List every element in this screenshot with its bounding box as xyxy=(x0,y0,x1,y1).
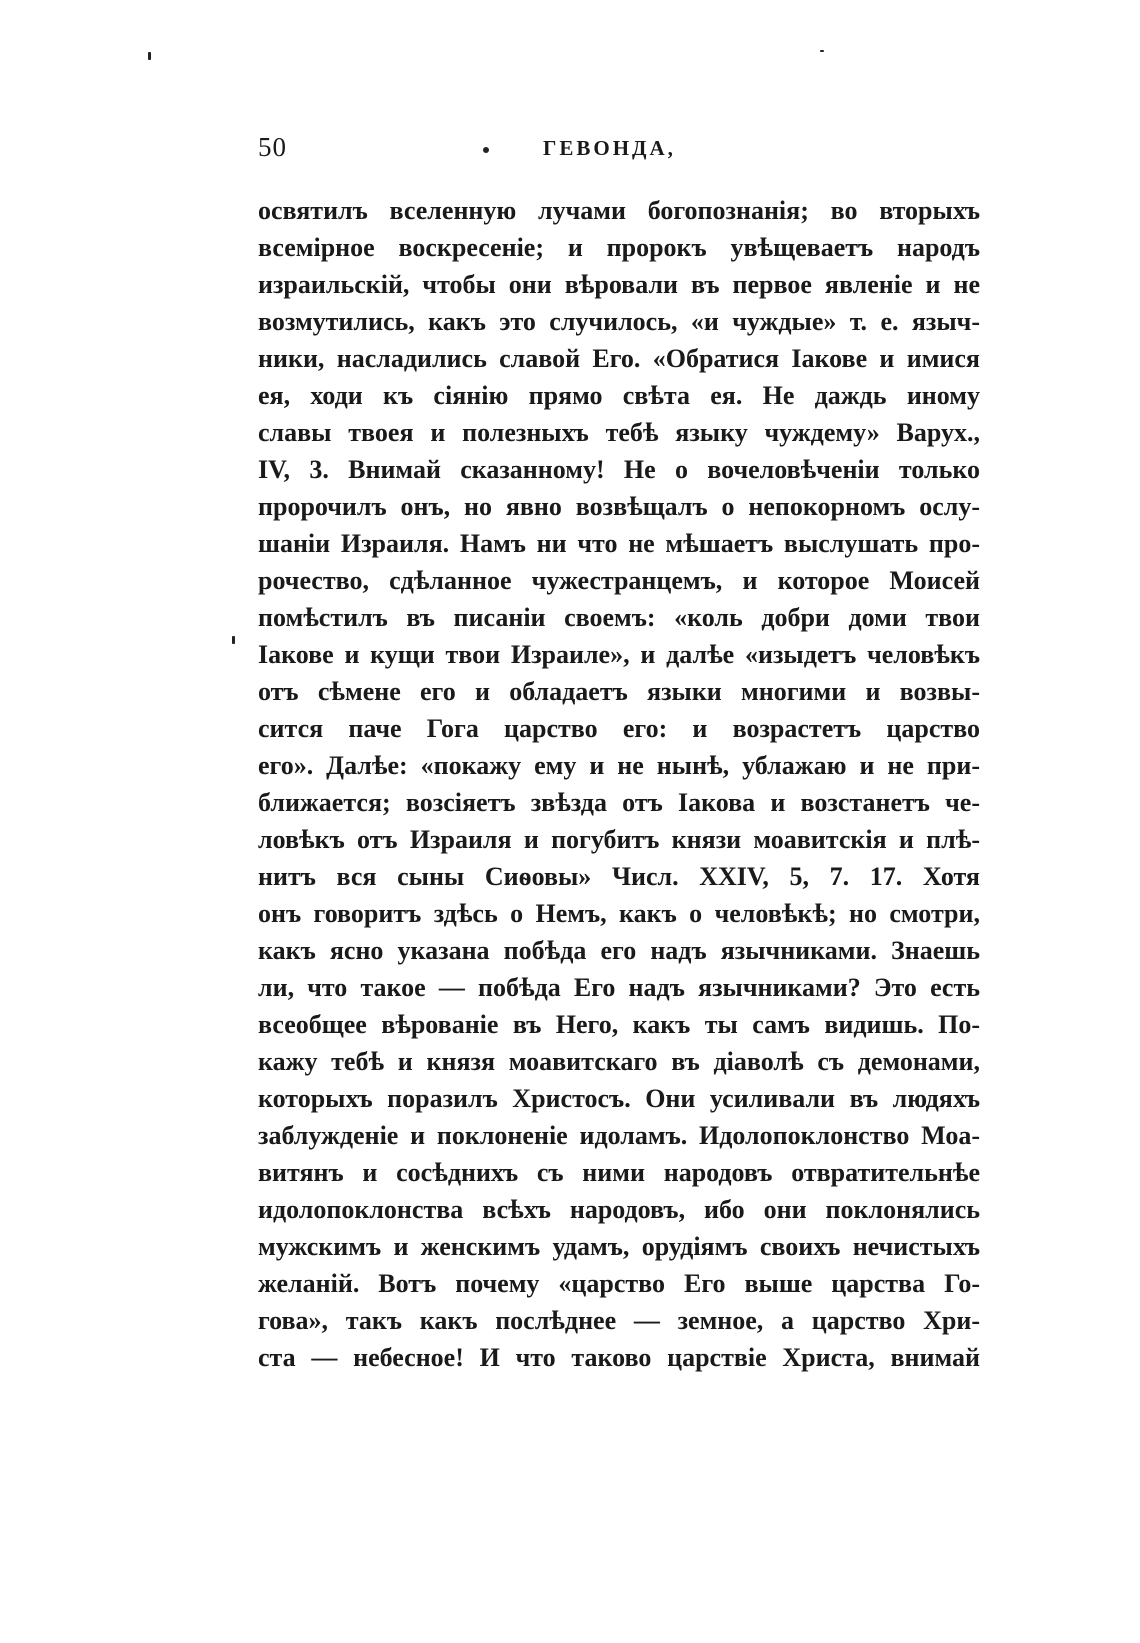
text-line: идолопоклонства всѣхъ народовъ, ибо они поклонялись xyxy=(258,1195,980,1224)
text-line: всеобщее вѣрованіе въ Него, какъ ты самъ видишь. По- xyxy=(258,1010,980,1039)
text-line: какъ ясно указана побѣда его надъ язычниками. Знаешь xyxy=(258,936,980,965)
text-line: пророчилъ онъ, но явно возвѣщалъ о непокорномъ ослу- xyxy=(258,492,980,521)
scan-speck xyxy=(148,52,151,60)
text-line: мужскимъ и женскимъ удамъ, орудіямъ своихъ нечистыхъ xyxy=(258,1232,980,1261)
running-title: ГЕВОНДА, xyxy=(543,136,676,160)
text-line: помѣстилъ въ писаніи своемъ: «коль добри доми твои xyxy=(258,603,980,632)
page-number: 50 xyxy=(258,132,287,162)
text-line: IV, 3. Внимай сказанному! Не о вочеловѣченіи только xyxy=(258,455,980,484)
text-line: израильскій, чтобы они вѣровали въ первое явленіе и не xyxy=(258,270,980,299)
body-text xyxy=(258,192,980,1376)
text-line: возмутились, какъ это случилось, «и чуждые» т. е. языч- xyxy=(258,307,980,336)
text-line: шаніи Израиля. Намъ ни что не мѣшаетъ выслушать про- xyxy=(258,529,980,558)
text-line: освятилъ вселенную лучами богопознанія; во вторыхъ xyxy=(258,196,980,225)
text-line: кажу тебѣ и князя моавитскаго въ діаволѣ съ демонами, xyxy=(258,1047,980,1076)
text-line: ловѣкъ отъ Израиля и погубитъ князи моавитскія и плѣ- xyxy=(258,825,980,854)
text-line: желаній. Вотъ почему «царство Его выше царства Го- xyxy=(258,1269,980,1298)
page-header xyxy=(258,132,978,172)
text-line: его». Далѣе: «покажу ему и не нынѣ, ублажаю и не при- xyxy=(258,751,980,780)
scan-speck xyxy=(232,636,235,644)
text-line: ближается; возсіяетъ звѣзда отъ Іакова и возстанетъ че- xyxy=(258,788,980,817)
text-line: рочество, сдѣланное чужестранцемъ, и которое Моисей xyxy=(258,566,980,595)
text-line: ея, ходи къ сіянію прямо свѣта ея. Не даждь иному xyxy=(258,381,980,410)
scan-speck xyxy=(820,50,824,52)
text-line: всемірное воскресеніе; и пророкъ увѣщеваетъ народъ xyxy=(258,233,980,262)
text-line: Іакове и кущи твои Израиле», и далѣе «изыдетъ человѣкъ xyxy=(258,640,980,669)
text-line: ли, что такое — побѣда Его надъ язычниками? Это есть xyxy=(258,973,980,1002)
text-line: отъ сѣмене его и обладаетъ языки многими и возвы- xyxy=(258,677,980,706)
text-line: заблужденіе и поклоненіе идоламъ. Идолопоклонство Моа- xyxy=(258,1121,980,1150)
text-line: которыхъ поразилъ Христосъ. Они усиливали въ людяхъ xyxy=(258,1084,980,1113)
header-dot xyxy=(483,147,489,153)
text-line: онъ говоритъ здѣсь о Немъ, какъ о человѣкѣ; но смотри, xyxy=(258,899,980,928)
text-line: гова», такъ какъ послѣднее — земное, а царство Хри- xyxy=(258,1306,980,1335)
text-line: витянъ и сосѣднихъ съ ними народовъ отвратительнѣе xyxy=(258,1158,980,1187)
text-line: ники, насладились славой Его. «Обратися Іакове и имися xyxy=(258,344,980,373)
text-line: сится паче Гога царство его: и возрастетъ царство xyxy=(258,714,980,743)
text-line: нитъ вся сыны Сиѳовы» Числ. XXIV, 5, 7. 17. Хотя xyxy=(258,862,980,891)
text-line: ста — небесное! И что таково царствіе Христа, внимай xyxy=(258,1343,980,1372)
text-line: славы твоея и полезныхъ тебѣ языку чуждему» Варух., xyxy=(258,418,980,447)
